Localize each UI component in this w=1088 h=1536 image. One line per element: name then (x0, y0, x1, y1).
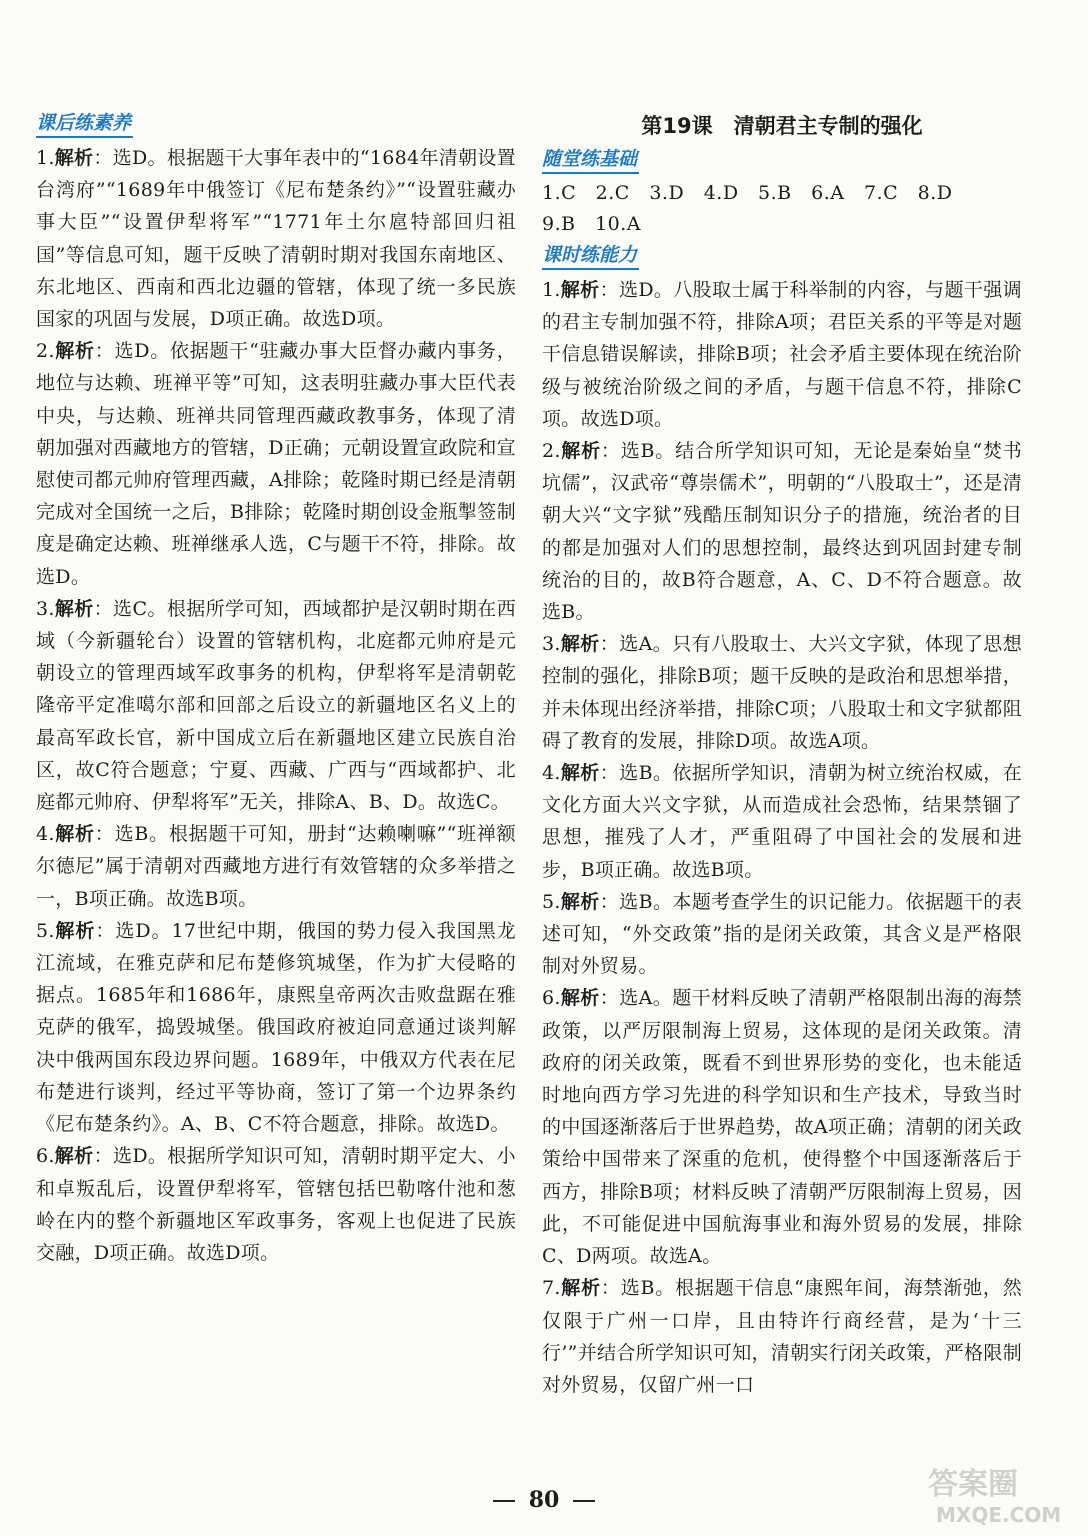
section-header-ability: 课时练能力 (542, 242, 639, 270)
watermark-line-2: MXQE.COM (936, 1503, 1062, 1527)
item-keyword: 解析 (560, 633, 600, 656)
left-answer-list (36, 142, 516, 1269)
footer-dash-right (573, 1500, 595, 1502)
item-number: 7. (542, 1277, 561, 1300)
item-number: 1. (542, 279, 561, 301)
watermark-logo (908, 1456, 1078, 1530)
item-number: 5. (36, 919, 55, 942)
item-body: ：选D。17世纪中期，俄国的势力侵入我国黑龙江流域，在雅克萨和尼布楚修筑城堡，作为扩大侵略的据点。1685年和1686年，康熙皇帝两次击败盘踞在雅克萨的俄军，捣毁城堡。俄国政府被迫同意通过谈判解决中俄两国东段边界问题。1689年，中俄双方代表在尼布楚进行谈判，经过平等协商，签订了第一个边界条约《尼布楚条约》。A、B、C不符合题意，排除。故选D。 (36, 919, 516, 1136)
item-body: ：选B。本题考查学生的识记能力。依据题干的表述可知，“外交政策”指的是闭关政策，其含义是严格限制对外贸易。 (542, 890, 1022, 978)
item-keyword: 解析 (54, 340, 95, 363)
item-body: ：选B。结合所学知识可知，无论是秦始皇“焚书坑儒”，汉武帝“尊崇儒术”，明朝的“八股取士”，还是清朝大兴“文字狱”残酷压制知识分子的措施，统治者的目的都是加强对人们的思想控制，最终达到巩固封建专制统治的目的，故B符合题意，A、C、D不符合题意。故选B。 (542, 440, 1022, 624)
item-keyword: 解析 (560, 987, 600, 1010)
answer-item (542, 274, 1022, 435)
right-column (542, 108, 1022, 1401)
item-body: ：选C。根据所学可知，西域都护是汉朝时期在西域（今新疆轮台）设置的管辖机构，北庭都元帅府是元朝设立的管理西域军政事务的机构，伊犁将军是清朝乾隆帝平定准噶尔部和回部之后设立的新疆地区名义上的最高军政长官，新中国成立后在新疆地区建立民族自治区，故C符合题意；宁夏、西藏、广西与“西域都护、北庭都元帅府、伊犁将军”无关，排除A、B、D。故选C。 (36, 597, 516, 814)
item-number: 3. (542, 633, 561, 656)
answer-item (36, 915, 516, 1140)
item-number: 6. (542, 987, 561, 1010)
right-answer-list (542, 274, 1022, 1401)
item-body: ：选A。题干材料反映了清朝严格限制出海的海禁政策，以严厉限制海上贸易，这体现的是闭关政策。清政府的闭关政策，既看不到世界形势的变化，也未能适时地向西方学习先进的科学知识和生产技术，导致当时的中国逐渐落后于世界趋势，故A项正确；清朝的闭关政策给中国带来了深重的危机，使得整个中国逐渐落后于西方，排除B项；材料反映了清朝严厉限制海上贸易，因此，不可能促进中国航海事业和海外贸易的发展，排除C、D两项。故选A。 (542, 987, 1022, 1268)
answer-item (542, 628, 1022, 757)
item-number: 2. (542, 440, 561, 463)
left-column (36, 108, 516, 1269)
item-keyword: 解析 (560, 279, 600, 301)
item-body: ：选B。根据题干信息“康熙年间，海禁渐弛，然仅限于广州一口岸，且由特许行商经营，是为‘十三行’”并结合所学知识可知，清朝实行闭关政策，严格限制对外贸易，仅留广州一口 (542, 1277, 1022, 1396)
item-body: ：选B。依据所学知识，清朝为树立统治权威，在文化方面大兴文字狱，从而造成社会恐怖，结果禁锢了思想，摧残了人才，严重阻碍了中国社会的发展和进步，B项正确。故选B项。 (542, 762, 1022, 881)
answer-item (36, 1140, 516, 1269)
item-keyword: 解析 (54, 1145, 94, 1168)
lesson-title: 第19课 清朝君主专制的强化 (641, 114, 923, 138)
footer-dash-left (493, 1500, 515, 1502)
item-number: 5. (542, 890, 561, 913)
item-keyword: 解析 (54, 823, 95, 846)
item-number: 1. (36, 147, 55, 169)
answer-item (542, 982, 1022, 1272)
item-number: 4. (542, 762, 561, 785)
item-number: 6. (36, 1145, 55, 1168)
item-keyword: 解析 (560, 762, 600, 785)
item-keyword: 解析 (54, 919, 96, 942)
item-body: ：选D。八股取士属于科举制的内容，与题干强调的君主专制加强不符，排除A项；君臣关系的平等是对题干信息错误解读，排除B项；社会矛盾主要体现在统治阶级与被统治阶级之间的矛盾，与题干信息不符，排除C项。故选D项。 (542, 279, 1022, 430)
item-body: ：选D。根据所学知识可知，清朝时期平定大、小和卓叛乱后，设置伊犁将军，管辖包括巴勒喀什池和葱岭在内的整个新疆地区军政事务，客观上也促进了民族交融，D项正确。故选D项。 (36, 1145, 516, 1264)
answer-item (542, 886, 1022, 983)
item-keyword: 解析 (560, 440, 601, 463)
section-header-inclass: 随堂练基础 (542, 146, 639, 174)
answer-item (542, 1272, 1022, 1401)
item-body: ：选D。依据题干“驻藏办事大臣督办藏内事务，地位与达赖、班禅平等”可知，这表明驻藏办事大臣代表中央，与达赖、班禅共同管理西藏政教事务，体现了清朝加强对西藏地方的管辖，D正确；元朝设置宣政院和宣慰使司都元帅府管理西藏，A排除；乾隆时期已经是清朝完成对全国统一之后，B排除；乾隆时期创设金瓶掣签制度是确定达赖、班禅继承人选，C与题干不符，排除。故选D。 (36, 340, 516, 588)
item-body: ：选B。根据题干可知，册封“达赖喇嘛”“班禅额尔德尼”属于清朝对西藏地方进行有效管辖的众多举措之一，B项正确。故选B项。 (36, 823, 516, 910)
page-number: 80 (528, 1487, 560, 1513)
item-keyword: 解析 (560, 1277, 601, 1300)
item-number: 4. (36, 823, 55, 846)
answer-key-line-2: 9.B 10.A (542, 213, 642, 235)
answer-item (542, 757, 1022, 886)
answer-item (36, 142, 516, 335)
answer-item (36, 335, 516, 593)
item-body: ：选A。只有八股取士、大兴文字狱，体现了思想控制的强化，排除B项；题干反映的是政治和思想举措，并未体现出经济举措，排除C项；八股取士和文字狱都阻碍了教育的发展，排除D项。故选A项。 (542, 633, 1022, 752)
item-keyword: 解析 (54, 147, 94, 169)
item-keyword: 解析 (560, 890, 600, 913)
item-number: 3. (36, 597, 55, 620)
section-header-homework: 课后练素养 (36, 110, 133, 138)
item-body: ：选D。根据题干大事年表中的“1684年清朝设置台湾府”“1689年中俄签订《尼布楚条约》”“设置驻藏办事大臣”“设置伊犁将军”“1771年土尔扈特部回归祖国”等信息可知，题干反映了清朝时期对我国东南地区、东北地区、西南和西北边疆的管辖，体现了统一多民族国家的巩固与发展，D项正确。故选D项。 (36, 147, 516, 331)
answer-item (36, 818, 516, 915)
watermark-line-1: 答案圈 (928, 1467, 1018, 1502)
answer-key-line-1: 1.C 2.C 3.D 4.D 5.B 6.A 7.C 8.D (542, 182, 953, 204)
item-keyword: 解析 (54, 597, 94, 620)
answer-item (36, 593, 516, 818)
item-number: 2. (36, 340, 55, 363)
answer-item (542, 435, 1022, 628)
